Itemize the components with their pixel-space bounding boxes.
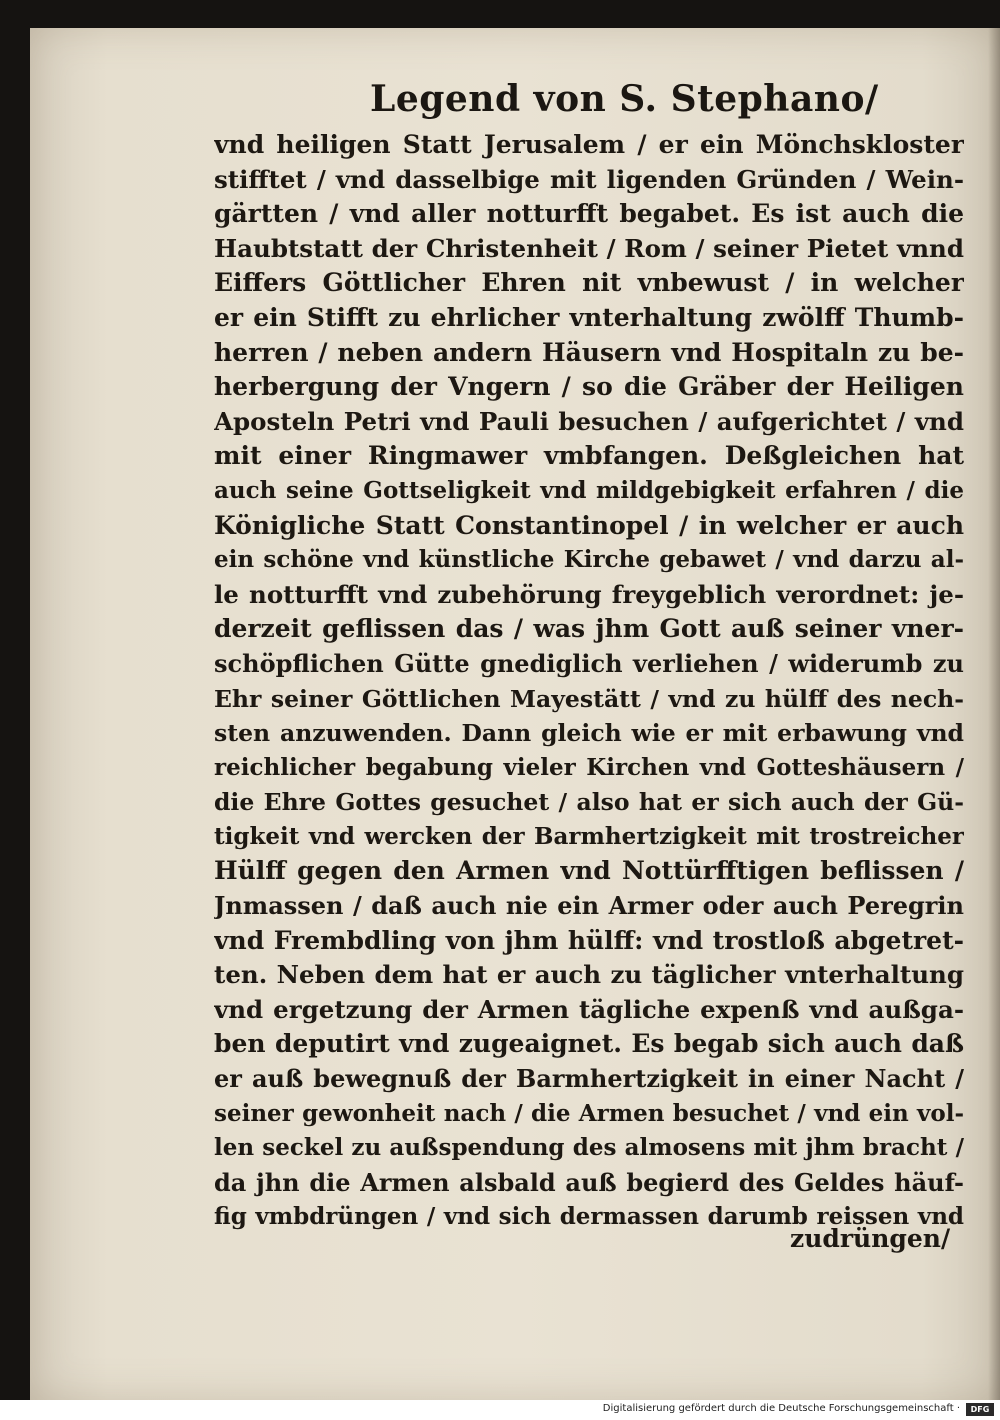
text-line: fig vmbdrüngen / vnd sich dermassen darumb reissen vnd	[214, 1203, 964, 1231]
text-line: er ein Stifft zu ehrlicher vnterhaltung zwölff Thumb-	[214, 302, 964, 332]
text-line: mit einer Ringmawer vmbfangen. Deßgleichen hat	[214, 441, 964, 471]
text-line: Eiffers Göttlicher Ehren nit vnbewust / in welcher	[214, 268, 964, 298]
text-line: len seckel zu außspendung des almosens mit jhm bracht /	[214, 1134, 964, 1162]
text-line: tigkeit vnd wercken der Barmhertzigkeit mit trostreicher	[214, 822, 964, 850]
text-line: Haubtstatt der Christenheit / Rom / seiner Pietet vnnd	[214, 233, 964, 263]
running-head: Legend von S. Stephano/	[370, 78, 879, 120]
text-line: ben deputirt vnd zugeaignet. Es begab sich auch daß	[214, 1029, 964, 1059]
text-line: Hülff gegen den Armen vnd Nottürfftigen beflissen /	[214, 856, 964, 886]
catchword: zudrüngen/	[790, 1224, 951, 1253]
text-line: vnd heiligen Statt Jerusalem / er ein Mönchskloster	[214, 130, 964, 159]
text-line: reichlicher begabung vieler Kirchen vnd Gotteshäusern /	[214, 753, 964, 781]
text-line: er auß bewegnuß der Barmhertzigkeit in einer Nacht /	[214, 1064, 964, 1094]
text-line: ein schöne vnd künstliche Kirche gebawet / vnd darzu al-	[214, 546, 964, 574]
text-line: Jnmassen / daß auch nie ein Armer oder auch Peregrin	[214, 891, 964, 921]
text-line: die Ehre Gottes gesuchet / also hat er sich auch der Gü-	[214, 788, 964, 817]
text-line: Aposteln Petri vnd Pauli besuchen / aufgerichtet / vnd	[214, 406, 964, 436]
text-line: seiner gewonheit nach / die Armen besuchet / vnd ein vol-	[214, 1099, 964, 1127]
text-line: Königliche Statt Constantinopel / in welcher er auch	[214, 510, 964, 540]
text-line: schöpflichen Gütte gnediglich verliehen / widerumb zu	[214, 648, 964, 678]
text-line: herren / neben andern Häusern vnd Hospitaln zu be-	[214, 337, 964, 367]
text-line: le notturfft vnd zubehörung freygeblich verordnet: je-	[214, 579, 964, 609]
body-text	[214, 128, 964, 1235]
text-line: auch seine Gottseligkeit vnd mildgebigkeit erfahren / die	[214, 476, 964, 504]
footer-bar	[0, 1400, 1000, 1420]
text-line: sten anzuwenden. Dann gleich wie er mit erbawung vnd	[214, 719, 964, 748]
text-line: da jhn die Armen alsbald auß begierd des Geldes häuf-	[214, 1167, 964, 1197]
text-line: Ehr seiner Göttlichen Mayestätt / vnd zu hülff des nech-	[214, 684, 964, 713]
text-line: vnd Frembdling von jhm hülff: vnd trostloß abgetret-	[214, 925, 964, 955]
text-line: vnd ergetzung der Armen tägliche expenß vnd außga-	[214, 994, 964, 1024]
dfg-logo: DFG	[966, 1403, 994, 1416]
text-line: derzeit geflissen das / was jhm Gott auß seiner vner-	[214, 614, 964, 644]
page-edge-shadow	[988, 28, 1000, 1400]
footer-credit: Digitalisierung gefördert durch die Deutsche Forschungsgemeinschaft ·	[602, 1403, 960, 1414]
text-line: ten. Neben dem hat er auch zu täglicher vnterhaltung	[214, 960, 964, 990]
book-page	[30, 28, 1000, 1400]
text-line: herbergung der Vngern / so die Gräber der Heiligen	[214, 372, 964, 402]
text-line: gärtten / vnd aller notturfft begabet. Es ist auch die	[214, 199, 964, 229]
text-line: stifftet / vnd dasselbige mit ligenden Gründen / Wein-	[214, 164, 964, 194]
